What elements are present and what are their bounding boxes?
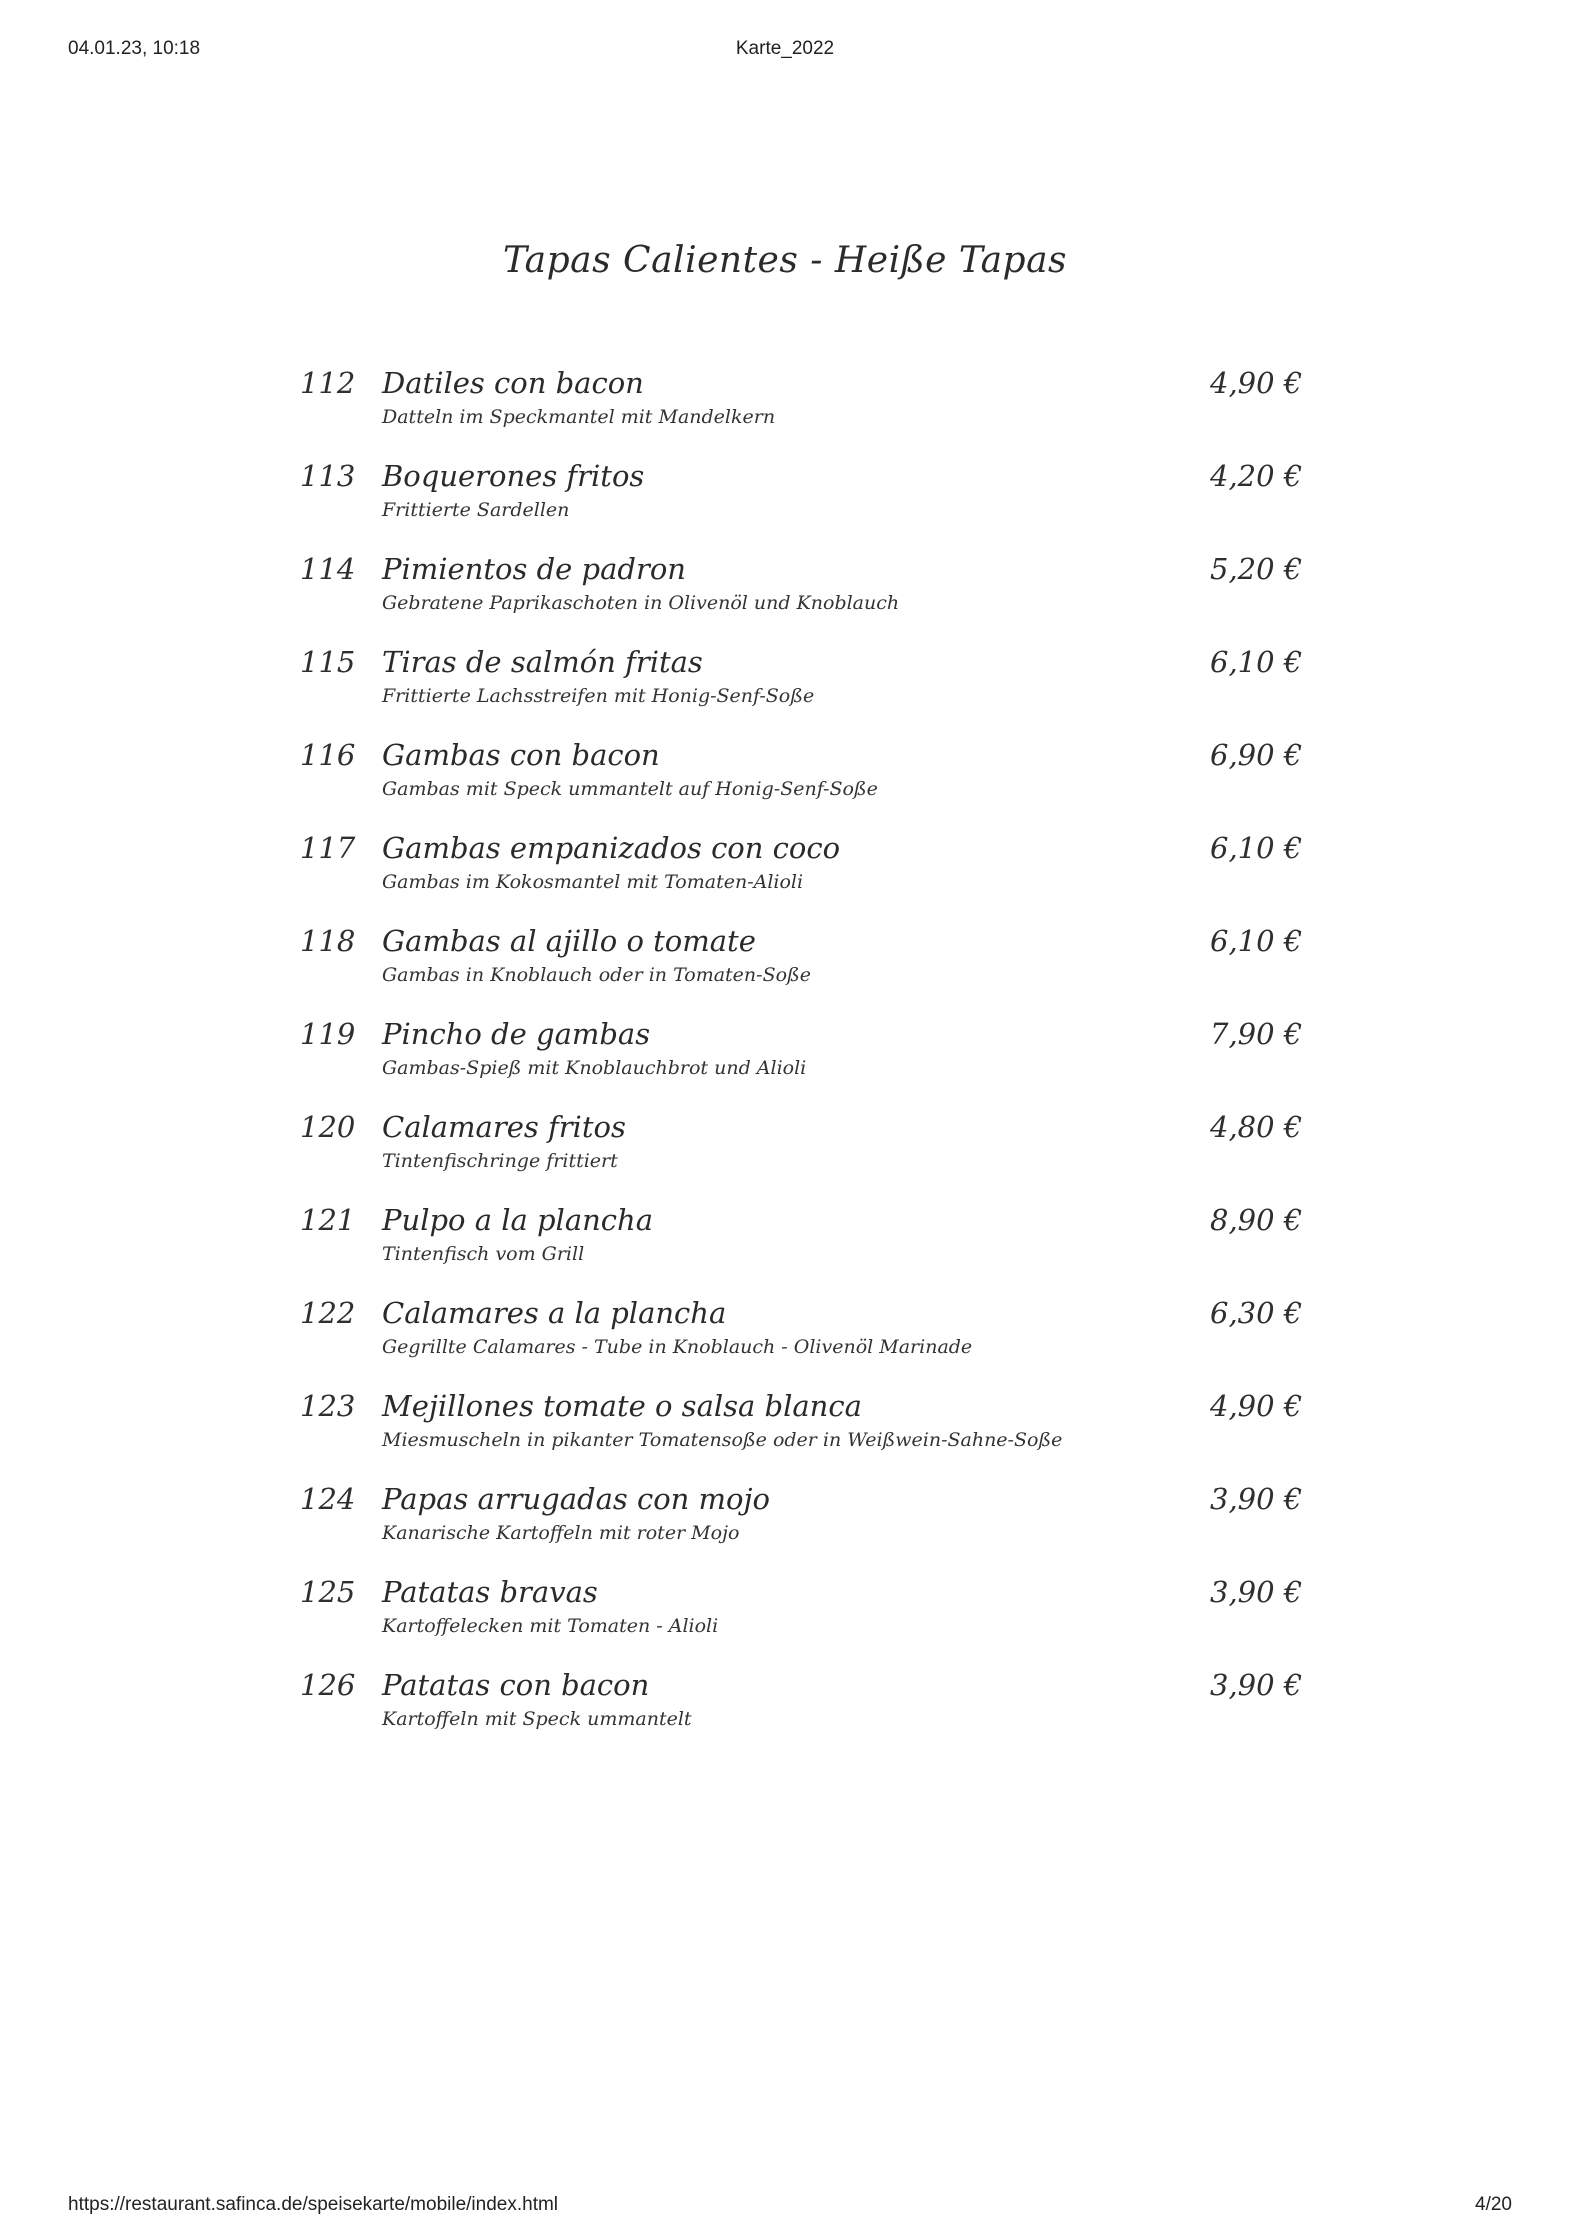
menu-item-number: 120: [300, 1110, 356, 1144]
menu-item: [300, 831, 1303, 924]
menu-item-name: Pimientos de padron: [382, 552, 686, 586]
menu-item-description: Gebratene Paprikaschoten in Olivenöl und Knoblauch: [382, 592, 900, 614]
menu-item-description: Frittierte Sardellen: [382, 499, 570, 521]
menu-item-name: Calamares a la plancha: [382, 1296, 727, 1330]
menu-item-name: Mejillones tomate o salsa blanca: [382, 1389, 862, 1423]
menu-item: [300, 1017, 1303, 1110]
menu-item-price: 5,20 €: [1210, 552, 1303, 586]
menu-item: [300, 738, 1303, 831]
menu-item: [300, 1110, 1303, 1203]
menu-item-price: 4,90 €: [1210, 366, 1303, 400]
menu-item-name: Gambas empanizados con coco: [382, 831, 841, 865]
menu-item-description: Kartoffelecken mit Tomaten - Alioli: [382, 1615, 719, 1637]
print-footer: [0, 2194, 1570, 2220]
menu-item-price: 4,20 €: [1210, 459, 1303, 493]
menu-item-description: Gegrillte Calamares - Tube in Knoblauch - Olivenöl Marinade: [382, 1336, 973, 1358]
menu-item-number: 113: [300, 459, 356, 493]
menu-item-name: Patatas con bacon: [382, 1668, 650, 1702]
menu-item-price: 6,10 €: [1210, 924, 1303, 958]
print-document-title: Karte_2022: [735, 38, 835, 59]
menu-item: [300, 1482, 1303, 1575]
menu-item-description: Gambas in Knoblauch oder in Tomaten-Soße: [382, 964, 811, 986]
menu-item-number: 124: [300, 1482, 356, 1516]
menu-item-name: Boquerones fritos: [382, 459, 645, 493]
menu-item-price: 6,10 €: [1210, 645, 1303, 679]
menu-item-description: Kanarische Kartoffeln mit roter Mojo: [382, 1522, 740, 1544]
menu-item-description: Frittierte Lachsstreifen mit Honig-Senf-Soße: [382, 685, 815, 707]
menu-item-name: Tiras de salmón fritas: [382, 645, 703, 679]
menu-item-name: Pincho de gambas: [382, 1017, 651, 1051]
menu-item: [300, 459, 1303, 552]
menu-item-name: Patatas bravas: [382, 1575, 598, 1609]
menu-item-description: Gambas-Spieß mit Knoblauchbrot und Alioli: [382, 1057, 807, 1079]
menu-item-number: 117: [300, 831, 356, 865]
menu-item-number: 118: [300, 924, 356, 958]
menu-item-description: Kartoffeln mit Speck ummantelt: [382, 1708, 692, 1730]
menu-item-description: Gambas im Kokosmantel mit Tomaten-Alioli: [382, 871, 804, 893]
menu-item: [300, 1389, 1303, 1482]
menu-item-price: 6,30 €: [1210, 1296, 1303, 1330]
menu-item-price: 7,90 €: [1210, 1017, 1303, 1051]
menu-item: [300, 1203, 1303, 1296]
menu-item-number: 116: [300, 738, 356, 772]
menu-item-number: 112: [300, 366, 356, 400]
menu-item-number: 114: [300, 552, 356, 586]
menu-item: [300, 552, 1303, 645]
print-header: [0, 38, 1570, 64]
menu-item-description: Gambas mit Speck ummantelt auf Honig-Senf-Soße: [382, 778, 878, 800]
menu-item-name: Papas arrugadas con mojo: [382, 1482, 770, 1516]
menu-item-price: 3,90 €: [1210, 1668, 1303, 1702]
menu-item-price: 6,90 €: [1210, 738, 1303, 772]
menu-item-description: Miesmuscheln in pikanter Tomatensoße oder in Weißwein-Sahne-Soße: [382, 1429, 1063, 1451]
print-datetime: 04.01.23, 10:18: [68, 38, 201, 59]
menu-item-price: 4,80 €: [1210, 1110, 1303, 1144]
menu-item-price: 6,10 €: [1210, 831, 1303, 865]
menu-item-price: 8,90 €: [1210, 1203, 1303, 1237]
print-url: https://restaurant.safinca.de/speisekarte/mobile/index.html: [68, 2194, 559, 2215]
menu-item-number: 121: [300, 1203, 356, 1237]
menu-item-number: 126: [300, 1668, 356, 1702]
menu-item-number: 123: [300, 1389, 356, 1423]
menu-item-description: Datteln im Speckmantel mit Mandelkern: [382, 406, 776, 428]
menu-item-price: 4,90 €: [1210, 1389, 1303, 1423]
menu-item: [300, 1668, 1303, 1761]
menu-item-number: 125: [300, 1575, 356, 1609]
menu-item: [300, 645, 1303, 738]
menu-item-number: 122: [300, 1296, 356, 1330]
menu-item-number: 119: [300, 1017, 356, 1051]
menu-item-description: Tintenfischringe frittiert: [382, 1150, 618, 1172]
menu-item-name: Datiles con bacon: [382, 366, 644, 400]
menu-item-name: Gambas con bacon: [382, 738, 660, 772]
menu-list: [300, 366, 1303, 1761]
menu-item-number: 115: [300, 645, 356, 679]
menu-item-name: Gambas al ajillo o tomate: [382, 924, 756, 958]
menu-item: [300, 366, 1303, 459]
menu-item-price: 3,90 €: [1210, 1575, 1303, 1609]
menu-item-description: Tintenfisch vom Grill: [382, 1243, 585, 1265]
menu-item-name: Pulpo a la plancha: [382, 1203, 654, 1237]
print-page-number: 4/20: [1475, 2194, 1512, 2215]
menu-item-price: 3,90 €: [1210, 1482, 1303, 1516]
menu-item: [300, 1575, 1303, 1668]
menu-item: [300, 1296, 1303, 1389]
menu-item: [300, 924, 1303, 1017]
menu-section-title: Tapas Calientes - Heiße Tapas: [502, 240, 1068, 281]
menu-item-name: Calamares fritos: [382, 1110, 626, 1144]
